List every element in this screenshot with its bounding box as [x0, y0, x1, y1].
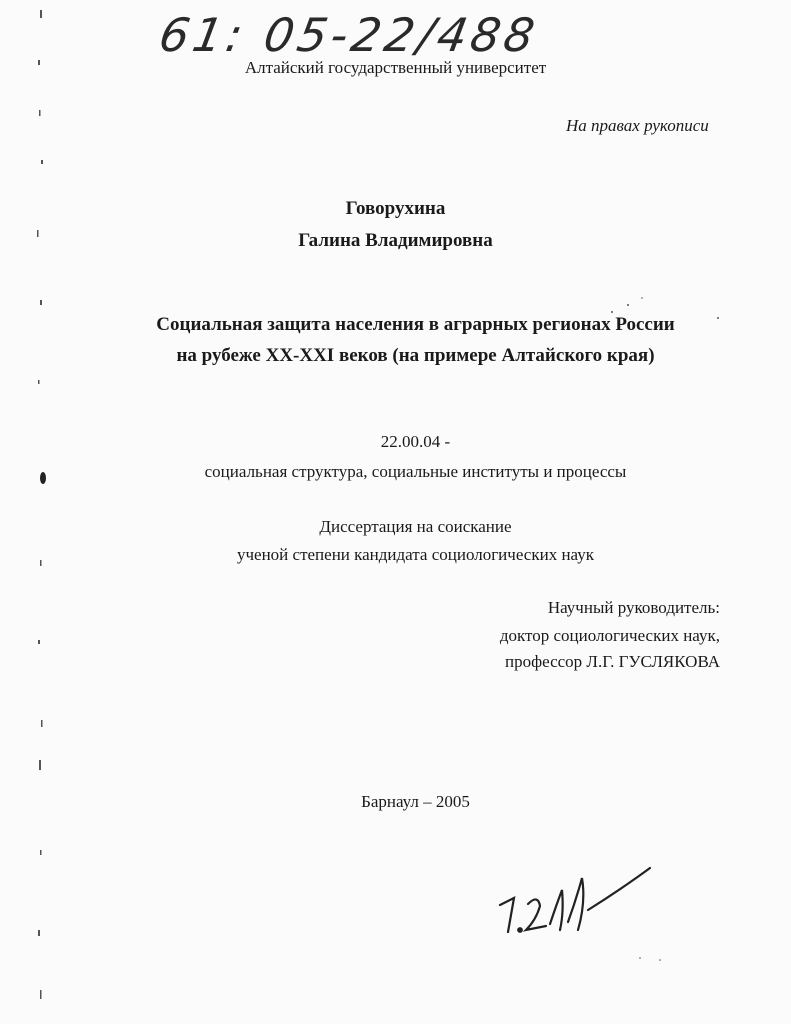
- title-line-1: Социальная защита населения в аграрных регионах России: [156, 314, 675, 335]
- degree-line-2: ученой степени кандидата социологических наук: [236, 545, 594, 564]
- place-year: Барнаул – 2005: [361, 792, 470, 811]
- specialty-name: социальная структура, социальные институты и процессы: [204, 462, 627, 481]
- degree-line-1: Диссертация на соискание: [319, 517, 512, 536]
- archive-code: 61: 05-22/488: [155, 8, 543, 62]
- university-name: Алтайский государственный университет: [244, 58, 547, 77]
- manuscript-note: На правах рукописи: [566, 116, 709, 135]
- author-surname: Говорухина: [345, 198, 446, 219]
- title-line-2: на рубеже XX-XXI веков (на примере Алтайского края): [176, 345, 655, 366]
- author-name: Галина Владимировна: [298, 230, 493, 251]
- supervisor-label: Научный руководитель:: [547, 598, 720, 617]
- specialty-code: 22.00.04 -: [380, 432, 451, 451]
- signature-mark: [490, 860, 670, 950]
- supervisor-degree: доктор социологических наук,: [499, 626, 720, 645]
- supervisor-name: профессор Л.Г. ГУСЛЯКОВА: [505, 652, 720, 671]
